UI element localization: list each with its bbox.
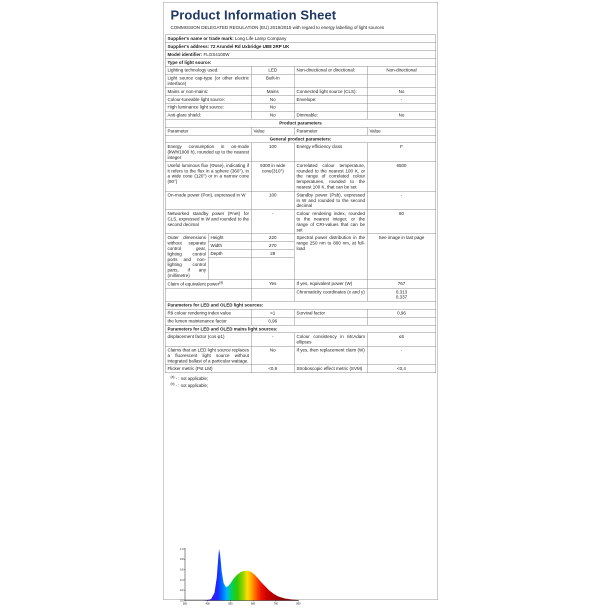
footnotes: [171, 375, 431, 389]
param-label: Claim of equivalent power$^{(a)}$: [166, 280, 252, 288]
table-row: [166, 96, 436, 104]
type-of-light-source-label: Type of light source:: [167, 59, 212, 65]
param-value: ≤6: [399, 334, 404, 340]
param-value: 0,96: [252, 317, 295, 324]
svg-text:0.2: 0.2: [180, 589, 184, 593]
param-value: >1: [252, 309, 295, 316]
param-label: On-mode power (Pon), expressed in W: [166, 191, 252, 209]
param-value: Built-in: [252, 75, 295, 88]
param-value: 6500: [396, 162, 407, 168]
footnote-ref: (a): [219, 280, 224, 285]
param-value: [368, 75, 436, 88]
table-row: [166, 191, 436, 210]
param-value: LED: [252, 67, 295, 74]
param-value: No: [252, 346, 295, 364]
model-identifier-row: [166, 51, 436, 59]
dimension-value: 220: [252, 234, 295, 242]
table-row: [166, 112, 436, 120]
param-label: High luminance light source:: [166, 104, 252, 111]
param-value: 9300 in wide cone(310°): [252, 162, 295, 191]
supplier-name-value: Long Life Lamp Company: [234, 36, 287, 42]
param-value: Mains: [252, 88, 295, 95]
svg-text:0.8: 0.8: [180, 558, 184, 562]
svg-text:400: 400: [205, 602, 210, 606]
footnote-b: $^{(b)}$ - : not applicable;: [170, 382, 209, 388]
param-label: Stroboscopic effect metric (SVM): [295, 365, 368, 372]
param-label: If yes, then replacement claim (W): [295, 346, 368, 364]
table-row: [166, 309, 436, 317]
table-row: [166, 143, 436, 162]
dimensions-values: [252, 234, 295, 279]
param-label: Colour rendering index, rounded to the nearest integer, or the range of CRI-values that can be set: [295, 210, 368, 234]
param-value: No: [398, 112, 405, 118]
param-value: [252, 288, 295, 301]
param-value: 80: [398, 211, 404, 217]
param-label: Colour consistency in McAdam ellipses: [295, 333, 368, 346]
param-value: No: [252, 112, 295, 119]
spd-chart: [177, 547, 302, 608]
param-label: If yes, equivalent power (W): [295, 280, 368, 288]
param-value: -: [252, 210, 295, 234]
product-parameters-header: Product parameters: [166, 120, 436, 128]
general-parameters-header: General product parameters:: [166, 135, 436, 143]
param-label: Standby power (Psb), expressed in W and rounded to the second decimal: [295, 191, 368, 209]
param-value: 100: [252, 143, 295, 161]
type-of-light-source-row: [166, 59, 436, 67]
svg-text:300: 300: [182, 602, 188, 606]
svg-text:0.0: 0.0: [180, 599, 184, 603]
param-value: F: [400, 144, 403, 150]
led-oled-mains-section-header: Parameters for LED and OLED mains light sources:: [166, 325, 436, 333]
param-label: Survival factor: [295, 309, 368, 316]
param-value: No: [252, 96, 295, 103]
dimension-key: Height: [209, 234, 252, 242]
svg-text:800: 800: [296, 602, 301, 606]
param-label: Spectral power distribution in the range 250 nm to 800 nm, at full-load: [295, 234, 368, 279]
supplier-name-row: [166, 35, 436, 43]
table-row: [166, 365, 436, 372]
product-table: [165, 35, 436, 373]
param-label: Lighting technology used:: [166, 67, 252, 74]
table-row: [166, 67, 436, 75]
dimensions-keys: [209, 234, 252, 279]
table-row: [166, 333, 436, 346]
param-value: [368, 104, 436, 111]
param-label: Dimmable:: [295, 112, 368, 119]
param-label: [295, 104, 368, 111]
table-row: [166, 346, 436, 365]
product-information-sheet: [163, 2, 438, 606]
param-value: -: [400, 192, 403, 198]
param-label: Non-directional or directional:: [295, 67, 368, 74]
param-label: Useful luminous flux (Φuse), indicating if it refers to the flux in a sphere (360°), in a wide cone (120°) or in a narrow cone (90°): [166, 162, 252, 191]
table-row: [166, 162, 436, 191]
param-label: Correlated colour temperature, rounded to the nearest 100 K, or the range of correlated colour temperatures, rounded to the nearest 100 K, that can be set: [295, 162, 368, 191]
param-value: No: [398, 88, 405, 94]
supplier-name-label: Supplier's name or trade mark:: [167, 36, 234, 42]
table-row: [166, 280, 436, 288]
param-value: [368, 317, 436, 324]
param-label: Envelope:: [295, 96, 368, 103]
param-label: Flicker metric (Pst LM): [166, 365, 252, 372]
model-identifier-label: Model identifier:: [167, 51, 203, 57]
svg-text:500: 500: [228, 602, 233, 606]
table-row: [166, 88, 436, 96]
column-header-row: [166, 127, 436, 135]
dimension-value: 28: [252, 250, 295, 258]
param-label: [295, 75, 368, 88]
param-label: displacement factor (cos φ1): [166, 333, 252, 346]
param-label: Energy efficiency class: [295, 143, 368, 161]
param-label: Connected light source (CLS):: [295, 88, 368, 95]
param-value: No: [252, 104, 295, 111]
param-value: <0,9: [252, 365, 295, 372]
dimensions-label: Outer dimensions without separate control gear, lighting control ports and non-lighting control parts, if any (millimetre): [166, 234, 209, 279]
page-title: Product Information Sheet: [170, 7, 337, 23]
table-row: [166, 75, 436, 88]
supplier-address-row: [166, 43, 436, 51]
param-value: -: [400, 347, 403, 353]
table-row: [166, 288, 436, 301]
param-value: 0,96: [397, 310, 406, 316]
column-header: Parameter: [166, 127, 252, 134]
param-label: Energy consumption in on-mode (kWh/1000 h), rounded up to the nearest integer: [166, 143, 252, 161]
table-row: [166, 317, 436, 325]
dimensions-row: [166, 234, 436, 280]
param-value: Yes: [252, 280, 295, 288]
svg-text:1.0: 1.0: [180, 547, 184, 551]
svg-text:700: 700: [273, 602, 278, 606]
model-identifier-value: FLGS4100W: [203, 51, 230, 57]
svg-text:0.6: 0.6: [180, 568, 184, 572]
param-label: Claims that an LED light source replaces a fluorescent light source without integrated ballast of a particular wattage.: [166, 346, 252, 364]
param-label: the lumen maintenance factor: [166, 317, 252, 324]
dimension-key: Depth: [209, 250, 252, 258]
table-row: [166, 210, 436, 234]
supplier-address-label: Supplier's address:: [167, 44, 210, 50]
column-header: Value: [252, 127, 295, 134]
regulation-subtitle: COMMISSION DELEGATED REGULATION (EU) 2019/2015 with regard to energy labelling of light sources: [170, 25, 385, 30]
param-label: [166, 288, 252, 301]
param-label: Anti-glare shield:: [166, 112, 252, 119]
param-value: Non-directional: [386, 67, 417, 73]
param-label: Light source cap-type (or other electric interface): [166, 75, 252, 88]
param-value: See image in last page: [378, 235, 425, 241]
param-value: 767: [397, 280, 406, 286]
spd-chart-svg: [177, 547, 302, 608]
column-header: Parameter: [295, 127, 368, 134]
param-label: Networked standby power (Pnet) for CLS, expressed in W and rounded to the second decimal: [166, 210, 252, 234]
dimension-value: 270: [252, 242, 295, 250]
led-oled-section-header: Parameters for LED and OLED light sources:: [166, 302, 436, 310]
param-value: <0,4: [397, 366, 406, 372]
param-label: R9 colour rendering index value: [166, 309, 252, 316]
param-label: Mains or non-mains:: [166, 88, 252, 95]
param-value: 100: [252, 191, 295, 209]
table-row: [166, 104, 436, 112]
svg-text:600: 600: [251, 602, 256, 606]
supplier-address-value: 72 Arundel Rd Uxbridge UB8 2RP UK: [210, 44, 290, 50]
footnote-a: $^{(a)}$ - : not applicable;: [170, 375, 209, 381]
param-value: -: [252, 333, 295, 346]
param-value: -: [400, 96, 403, 102]
param-label: Colour-tuneable light source:: [166, 96, 252, 103]
dimension-key: Width: [209, 242, 252, 250]
column-header: Value: [369, 128, 381, 134]
svg-text:0.4: 0.4: [180, 578, 184, 582]
param-value: 0,313 0,337: [395, 289, 408, 300]
param-label: [295, 317, 368, 324]
param-label: Chromaticity coordinates (x and y): [295, 288, 368, 301]
